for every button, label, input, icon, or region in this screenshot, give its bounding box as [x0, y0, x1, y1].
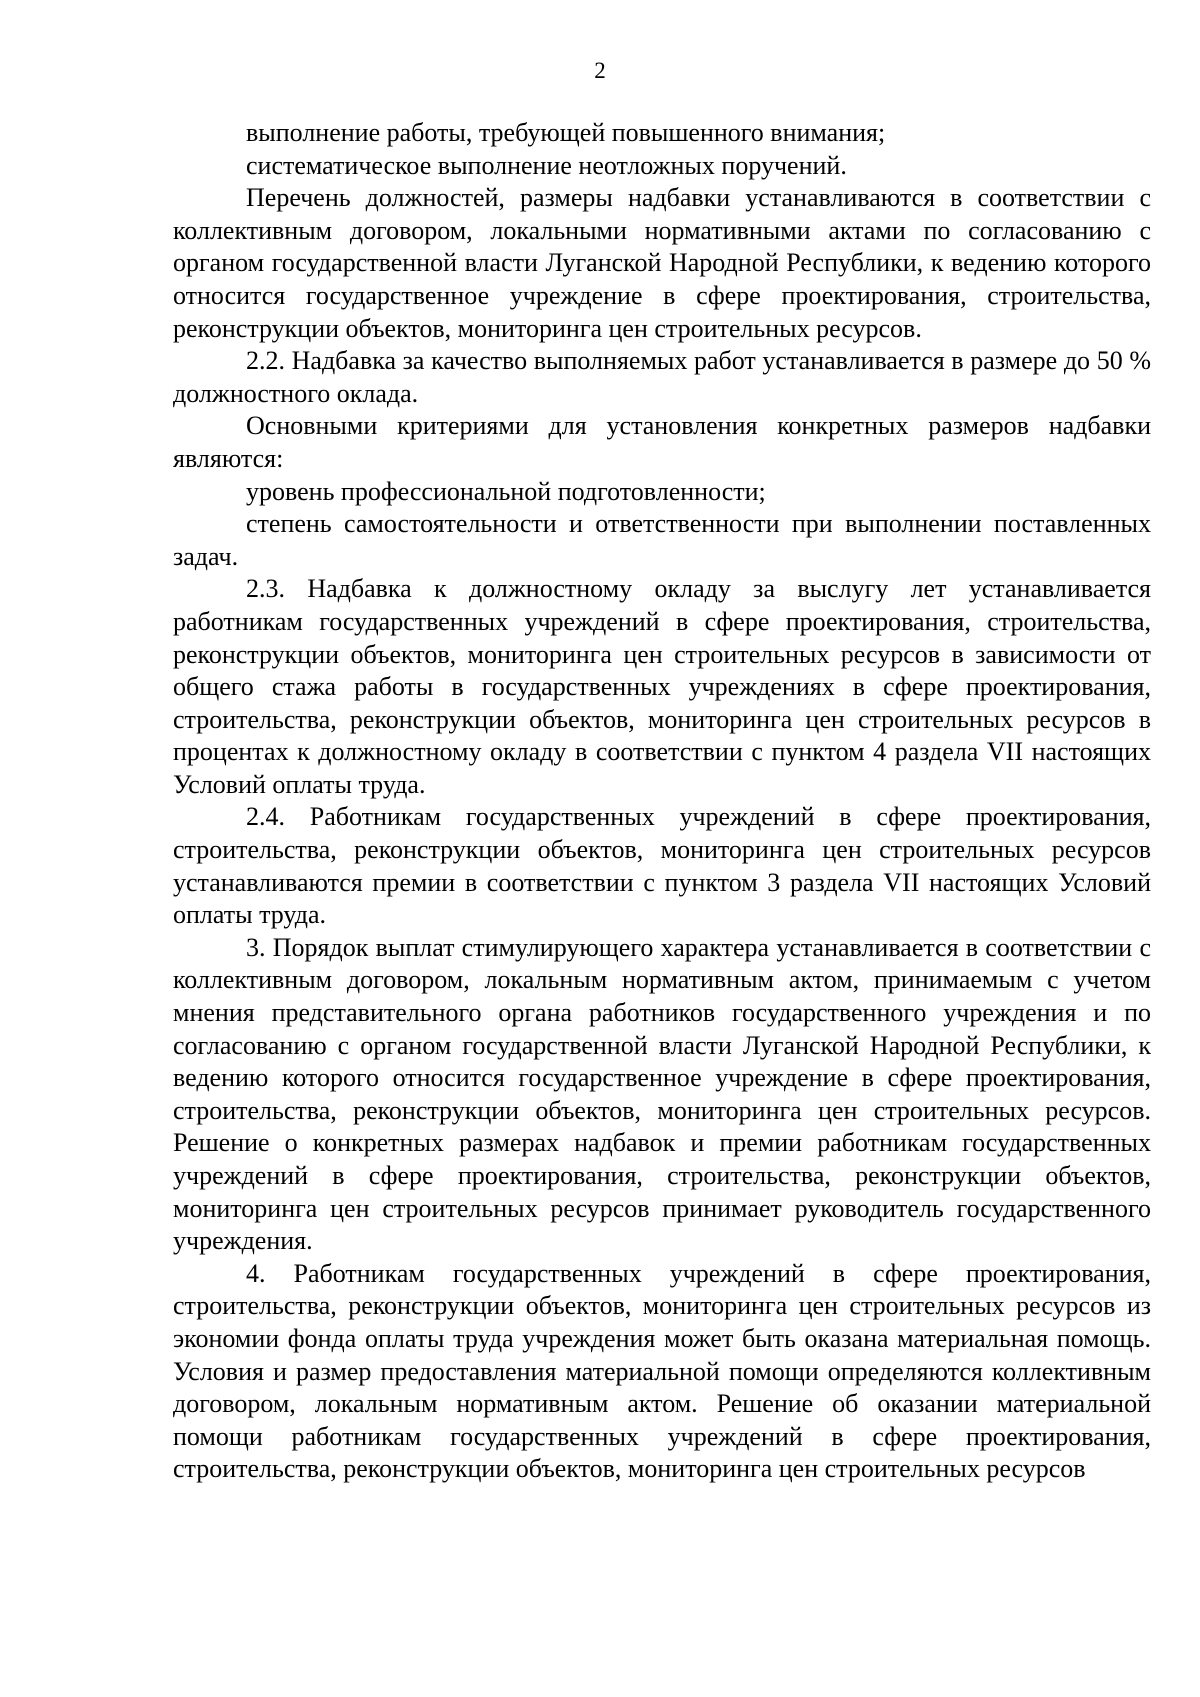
document-body	[173, 117, 1151, 1486]
paragraph: систематическое выполнение неотложных поручений.	[246, 150, 847, 180]
page-number: 2	[594, 58, 606, 83]
paragraph: 3. Порядок выплат стимулирующего характера устанавливается в соответствии с коллективным договором, локальным нормативным актом, принимаемым с учетом мнения представительного органа работников государственного учреждения и по согласованию с органом государственной власти Луганской Народной Республики, к ведению которого относится государственное учреждение в сфере проектирования, строительства, реконструкции объектов, мониторинга цен строительных ресурсов. Решение о конкретных размерах надбавок и премии работникам государственных учреждений в сфере проектирования, строительства, реконструкции объектов, мониторинга цен строительных ресурсов принимает руководитель государственного учреждения.	[173, 932, 1151, 1256]
paragraph: 2.2. Надбавка за качество выполняемых работ устанавливается в размере до 50 % должностного оклада.	[173, 346, 1151, 408]
paragraph: Перечень должностей, размеры надбавки устанавливаются в соответствии с коллективным договором, локальными нормативными актами по согласованию с органом государственной власти Луганской Народной Республики, к ведению которого относится государственное учреждение в сфере проектирования, строительства, реконструкции объектов, мониторинга цен строительных ресурсов.	[173, 183, 1151, 343]
paragraph: уровень профессиональной подготовленности;	[246, 476, 766, 506]
paragraph: 2.3. Надбавка к должностному окладу за выслугу лет устанавливается работникам государственных учреждений в сфере проектирования, строительства, реконструкции объектов, мониторинга цен строительных ресурсов в зависимости от общего стажа работы в государственных учреждениях в сфере проектирования, строительства, реконструкции объектов, мониторинга цен строительных ресурсов в процентах к должностному окладу в соответствии с пунктом 4 раздела VII настоящих Условий оплаты труда.	[173, 574, 1151, 799]
paragraph: выполнение работы, требующей повышенного внимания;	[246, 118, 886, 147]
paragraph: Основными критериями для установления конкретных размеров надбавки являются:	[173, 411, 1151, 473]
paragraph: 2.4. Работникам государственных учреждений в сфере проектирования, строительства, реконструкции объектов, мониторинга цен строительных ресурсов устанавливаются премии в соответствии с пунктом 3 раздела VII настоящих Условий оплаты труда.	[173, 802, 1151, 930]
paragraph: степень самостоятельности и ответственности при выполнении поставленных задач.	[173, 509, 1151, 571]
paragraph: 4. Работникам государственных учреждений в сфере проектирования, строительства, реконструкции объектов, мониторинга цен строительных ресурсов из экономии фонда оплаты труда учреждения может быть оказана материальная помощь. Условия и размер предоставления материальной помощи определяются коллективным договором, локальным нормативным актом. Решение об оказании материальной помощи работникам государственных учреждений в сфере проектирования, строительства, реконструкции объектов, мониторинга цен строительных ресурсов	[173, 1258, 1151, 1484]
